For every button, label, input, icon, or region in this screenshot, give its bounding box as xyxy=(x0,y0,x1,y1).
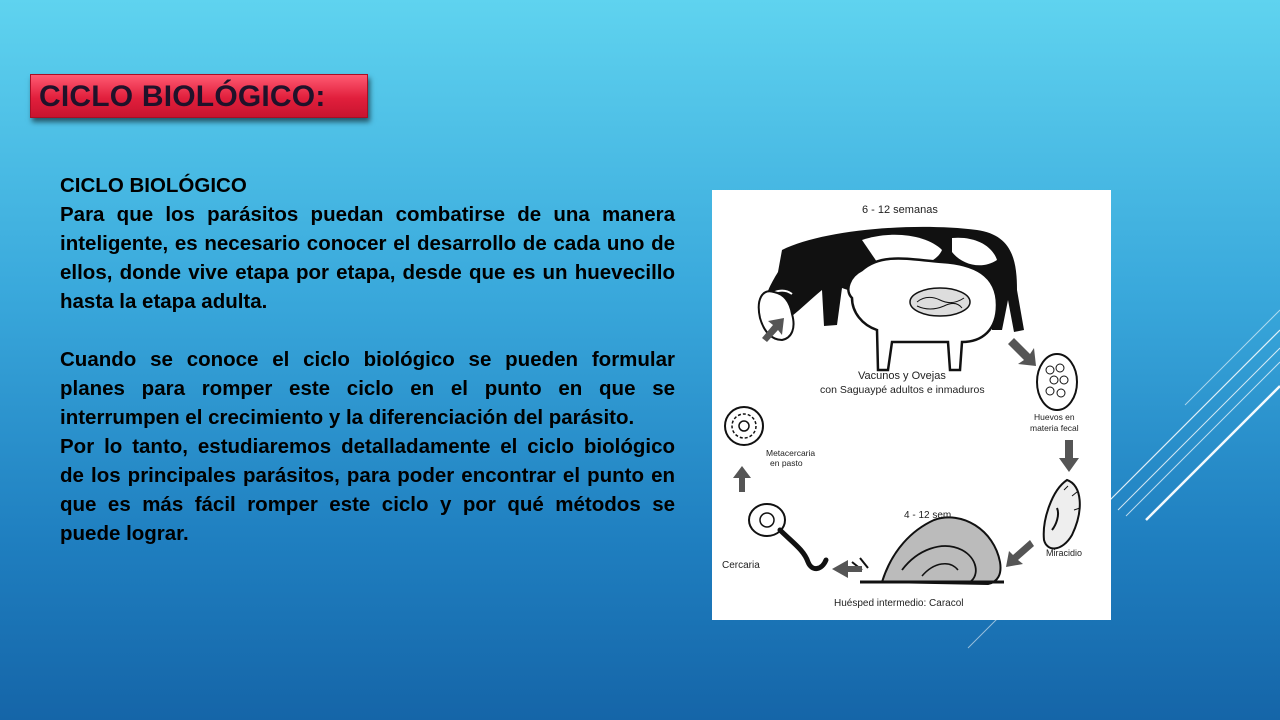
life-cycle-diagram xyxy=(712,190,1111,620)
metacercaria-illustration xyxy=(725,407,763,445)
deco-line xyxy=(1185,310,1280,405)
sheep-illustration xyxy=(848,259,997,371)
label-snail-host: Huésped intermedio: Caracol xyxy=(834,598,964,609)
arrow-right-down-icon xyxy=(1008,338,1036,366)
label-host-1: Vacunos y Ovejas xyxy=(858,370,946,382)
egg-illustration xyxy=(1037,354,1077,410)
deco-line xyxy=(1126,362,1280,516)
arrow-left-icon xyxy=(832,560,862,578)
cercaria-illustration xyxy=(749,504,826,569)
label-eggs-1: Huevos en xyxy=(1034,412,1075,422)
label-cercaria: Cercaria xyxy=(722,560,760,571)
label-weeks-host: 6 - 12 semanas xyxy=(862,204,938,216)
title-box xyxy=(30,74,368,118)
arrow-up-icon xyxy=(733,466,751,492)
paragraph-3: Por lo tanto, estudiaremos detalladamente el ciclo biológico de los principales parásitos, para poder encontrar el punto en que es más fácil romper este ciclo y por qué métodos se puede lograr. xyxy=(60,435,675,545)
label-host-2: con Saguaypé adultos e inmaduros xyxy=(820,384,985,396)
label-eggs-2: materia fecal xyxy=(1030,423,1079,433)
label-miracidium: Miracidio xyxy=(1046,548,1083,558)
section-heading: CICLO BIOLÓGICO xyxy=(60,174,247,197)
paragraph-2: Cuando se conoce el ciclo biológico se pueden formular planes para romper este ciclo en el punto en que se interrumpen el crecimiento y la diferenciación del parásito. xyxy=(60,348,675,429)
arrow-down-icon xyxy=(1059,440,1079,472)
deco-line xyxy=(1118,348,1280,510)
miracidium-illustration xyxy=(1044,480,1080,548)
snail-illustration xyxy=(852,517,1004,584)
label-metacercaria-1: Metacercaria xyxy=(766,448,816,458)
body-text xyxy=(60,171,675,548)
arrow-left-down-icon xyxy=(1006,540,1034,567)
deco-line xyxy=(1110,330,1280,500)
label-snail-period: 4 - 12 sem xyxy=(904,510,952,521)
label-metacercaria-2: en pasto xyxy=(770,458,803,468)
slide-title: CICLO BIOLÓGICO: xyxy=(39,80,326,113)
deco-line xyxy=(1146,386,1280,520)
paragraph-1: Para que los parásitos puedan combatirse de una manera inteligente, es necesario conocer el desarrollo de cada uno de ellos, donde vive etapa por etapa, desde que es un huevecillo hasta la etapa adulta. xyxy=(60,203,675,313)
